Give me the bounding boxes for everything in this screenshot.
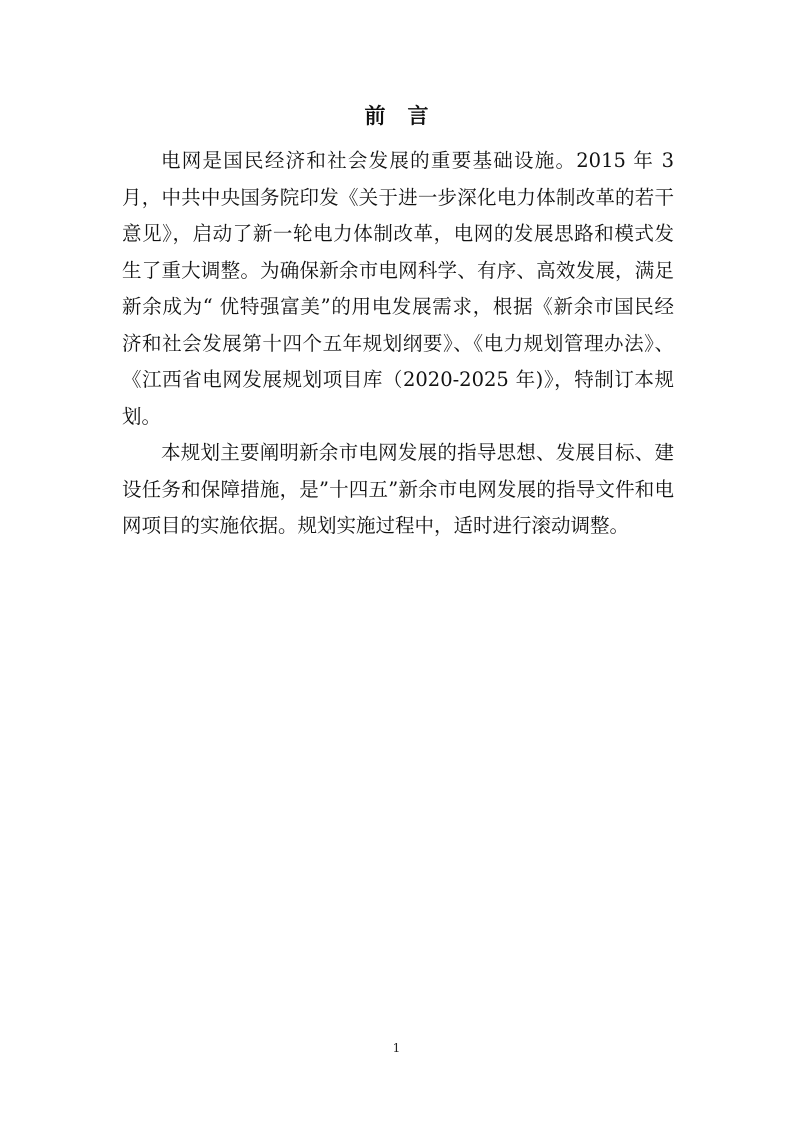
paragraph-2: 本规划主要阐明新余市电网发展的指导思想、发展目标、建设任务和保障措施，是”十四五”新余市电网发展的指导文件和电网项目的实施依据。规划实施过程中，适时进行滚动调整。 bbox=[122, 441, 674, 537]
paragraph-1: 电网是国民经济和社会发展的重要基础设施。2015 年 3 月，中共中央国务院印发《关于进一步深化电力体制改革的若干意见》，启动了新一轮电力体制改革，电网的发展思路和模式发生了重大调整。为确保新余市电网科学、有序、高效发展，满足新余成为“ 优特强富美”的用电发展需求，根据《新余市国民经济和社会发展第十四个五年规划纲要》、《电力规划管理办法》、《江西省电网发展规划项目库（2020-2025 年)》，特制订本规划。 bbox=[122, 149, 674, 428]
body-text bbox=[122, 143, 674, 545]
page-number: 1 bbox=[392, 1041, 401, 1055]
page-title bbox=[0, 100, 793, 132]
page-title-char-2: 言 bbox=[407, 103, 429, 128]
page-title-char-1: 前 bbox=[364, 103, 386, 128]
